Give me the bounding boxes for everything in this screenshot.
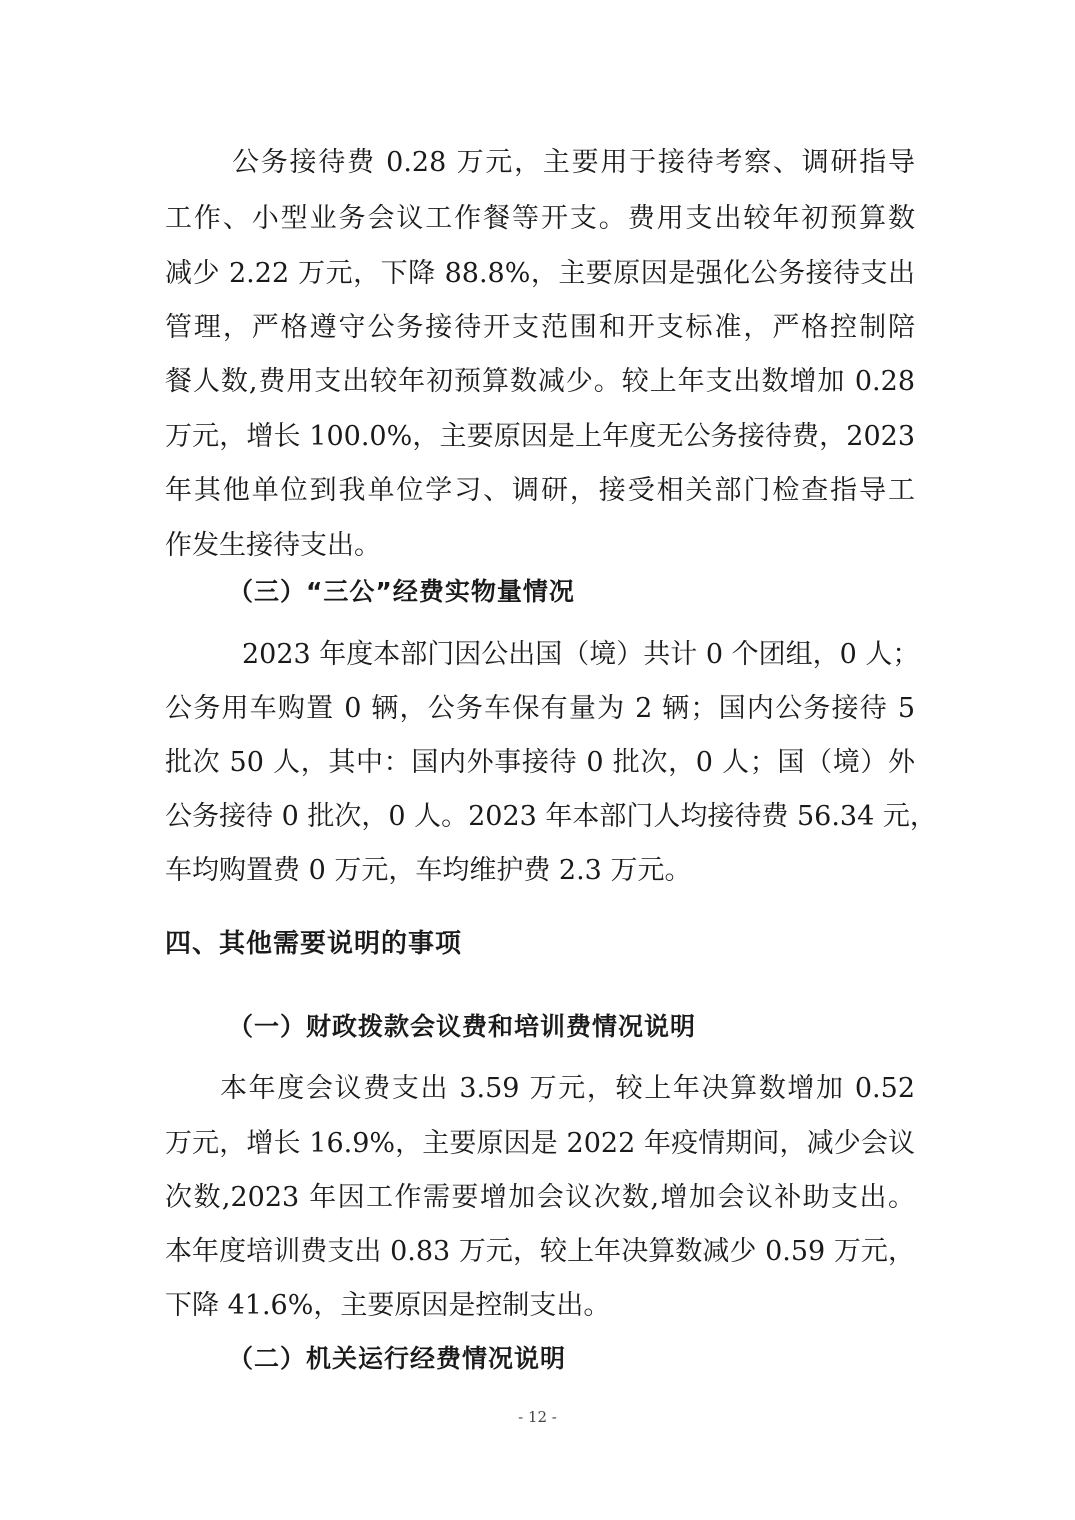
paragraph-line: 次数,2023 年因工作需要增加会议次数,增加会议补助支出。 <box>165 1182 915 1213</box>
paragraph-line: 万元，增长 16.9%，主要原因是 2022 年疫情期间，减少会议 <box>165 1128 915 1159</box>
section-heading-operating-expenses: （二）机关运行经费情况说明 <box>228 1344 567 1373</box>
paragraph-line: 车均购置费 0 万元，车均维护费 2.3 万元。 <box>165 855 692 886</box>
paragraph-line: 本年度培训费支出 0.83 万元，较上年决算数减少 0.59 万元， <box>165 1236 915 1267</box>
page-number: - 12 - <box>518 1408 557 1426</box>
section-heading-meeting-training: （一）财政拨款会议费和培训费情况说明 <box>228 1012 697 1041</box>
paragraph-line: 公务用车购置 0 辆，公务车保有量为 2 辆；国内公务接待 5 <box>165 693 915 724</box>
paragraph-line: 管理，严格遵守公务接待开支范围和开支标准，严格控制陪 <box>165 312 915 343</box>
section-heading-physical-quantity: （三）“三公”经费实物量情况 <box>228 577 575 606</box>
paragraph-line: 本年度会议费支出 3.59 万元，较上年决算数增加 0.52 <box>220 1073 915 1104</box>
paragraph-line: 批次 50 人，其中：国内外事接待 0 批次，0 人；国（境）外 <box>165 747 915 778</box>
paragraph-line: 年其他单位到我单位学习、调研，接受相关部门检查指导工 <box>165 475 915 506</box>
paragraph-line: 减少 2.22 万元，下降 88.8%，主要原因是强化公务接待支出 <box>165 258 915 289</box>
paragraph-line: 作发生接待支出。 <box>165 530 381 561</box>
paragraph-line: 公务接待费 0.28 万元，主要用于接待考察、调研指导 <box>232 147 915 178</box>
paragraph-line: 餐人数,费用支出较年初预算数减少。较上年支出数增加 0.28 <box>165 366 915 397</box>
paragraph-line: 下降 41.6%，主要原因是控制支出。 <box>165 1290 611 1321</box>
section-heading-other-matters: 四、其他需要说明的事项 <box>165 929 463 959</box>
paragraph-line: 工作、小型业务会议工作餐等开支。费用支出较年初预算数 <box>165 203 915 234</box>
paragraph-line: 万元，增长 100.0%，主要原因是上年度无公务接待费，2023 <box>165 421 915 452</box>
paragraph-line: 公务接待 0 批次，0 人。2023 年本部门人均接待费 56.34 元， <box>165 801 937 832</box>
paragraph-line: 2023 年度本部门因公出国（境）共计 0 个团组，0 人； <box>242 639 920 670</box>
